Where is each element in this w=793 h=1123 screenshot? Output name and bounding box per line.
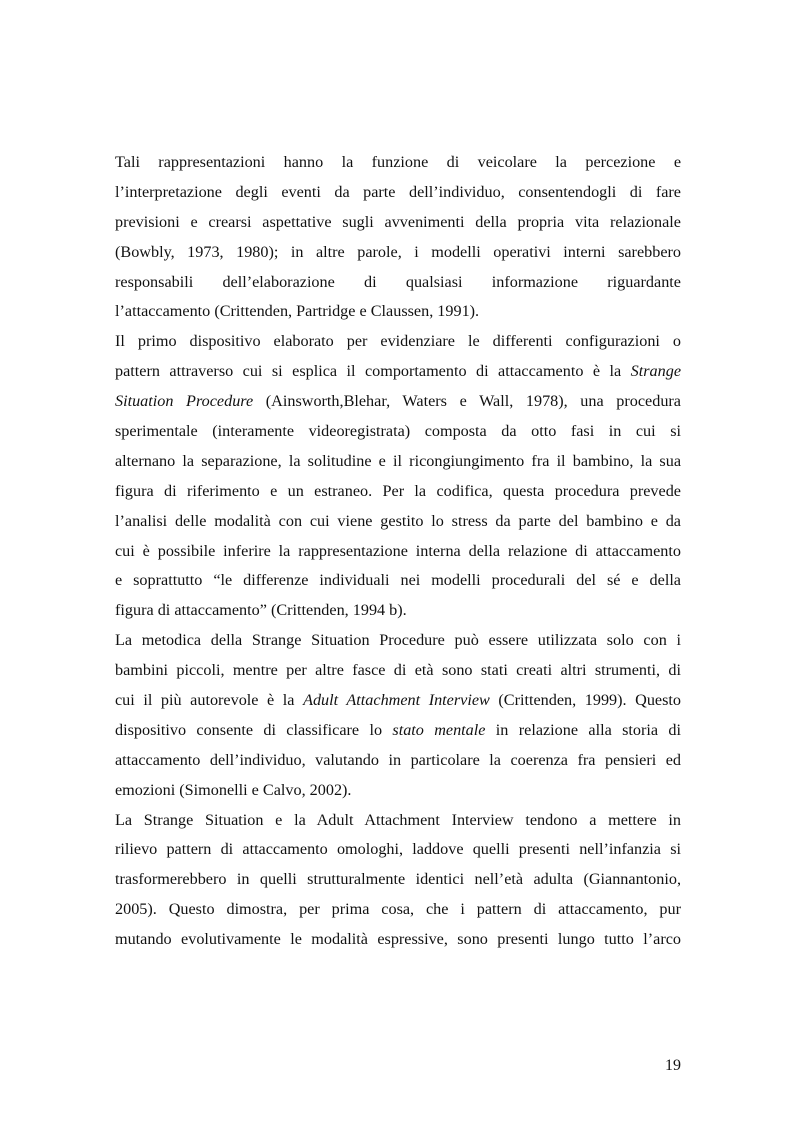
text-line xyxy=(115,417,681,447)
text-segment: rilievo pattern di attaccamento omologhi, laddove quelli presenti nell’infanzia si xyxy=(115,840,681,859)
text-segment: l’analisi delle modalità con cui viene gestito lo stress da parte del bambino e da xyxy=(115,511,681,530)
text-segment: emozioni (Simonelli e Calvo, 2002). xyxy=(115,780,352,799)
text-segment: attaccamento dell’individuo, valutando in particolare la coerenza fra pensieri ed xyxy=(115,750,681,769)
text-line xyxy=(115,268,681,298)
text-segment: (Bowbly, 1973, 1980); in altre parole, i modelli operativi interni sarebbero xyxy=(115,242,681,261)
body-text xyxy=(115,148,681,955)
text-segment: cui il più autorevole è la xyxy=(115,691,304,710)
text-line xyxy=(115,208,681,238)
text-segment: previsioni e crearsi aspettative sugli avvenimenti della propria vita relazionale xyxy=(115,212,681,231)
text-segment: e soprattutto “le differenze individuali nei modelli procedurali del sé e della xyxy=(115,571,681,590)
text-line xyxy=(115,327,681,357)
page-number: 19 xyxy=(665,1057,681,1074)
text-line xyxy=(115,656,681,686)
text-line xyxy=(115,507,681,537)
italic-text: Adult Attachment Interview xyxy=(303,691,490,710)
text-line xyxy=(115,686,681,716)
paragraph xyxy=(115,806,681,955)
text-line xyxy=(115,566,681,596)
text-segment: figura di riferimento e un estraneo. Per la codifica, questa procedura prevede xyxy=(115,481,681,500)
text-line xyxy=(115,806,681,836)
text-segment: l’interpretazione degli eventi da parte dell’individuo, consentendogli di fare xyxy=(115,182,681,201)
text-line xyxy=(115,596,681,626)
text-segment: trasformerebbero in quelli strutturalmente identici nell’età adulta (Giannantonio, xyxy=(115,870,681,889)
text-line xyxy=(115,716,681,746)
text-segment: dispositivo consente di classificare lo xyxy=(115,720,393,739)
text-line xyxy=(115,178,681,208)
text-line xyxy=(115,447,681,477)
text-line xyxy=(115,297,681,327)
text-line xyxy=(115,746,681,776)
text-segment: (Ainsworth,Blehar, Waters e Wall, 1978), una procedura xyxy=(253,392,681,411)
text-line xyxy=(115,925,681,955)
text-segment: l’attaccamento (Crittenden, Partridge e Claussen, 1991). xyxy=(115,302,480,321)
text-line xyxy=(115,865,681,895)
text-segment: bambini piccoli, mentre per altre fasce di età sono stati creati altri strumenti, di xyxy=(115,661,681,680)
text-line xyxy=(115,148,681,178)
text-line xyxy=(115,537,681,567)
text-segment: sperimentale (interamente videoregistrata) composta da otto fasi in cui si xyxy=(115,422,681,441)
italic-text: Strange xyxy=(630,362,681,381)
paragraph xyxy=(115,626,681,805)
text-segment: pattern attraverso cui si esplica il comportamento di attaccamento è la xyxy=(115,362,631,381)
text-segment: alternano la separazione, la solitudine e il ricongiungimento fra il bambino, la sua xyxy=(115,451,681,470)
text-segment: mutando evolutivamente le modalità espressive, sono presenti lungo tutto l’arco xyxy=(115,930,681,949)
text-segment: in relazione alla storia di xyxy=(485,720,682,739)
text-segment: cui è possibile inferire la rappresentazione interna della relazione di attaccamento xyxy=(115,541,681,560)
text-segment: 2005). Questo dimostra, per prima cosa, che i pattern di attaccamento, pur xyxy=(115,900,681,919)
text-line xyxy=(115,776,681,806)
text-line xyxy=(115,835,681,865)
text-segment: La metodica della Strange Situation Procedure può essere utilizzata solo con i xyxy=(115,631,681,650)
italic-text: Situation Procedure xyxy=(115,392,254,411)
text-line xyxy=(115,387,681,417)
text-segment: Tali rappresentazioni hanno la funzione di veicolare la percezione e xyxy=(115,153,681,171)
text-segment: La Strange Situation e la Adult Attachment Interview tendono a mettere in xyxy=(115,810,681,829)
text-line xyxy=(115,238,681,268)
text-segment: (Crittenden, 1999). Questo xyxy=(489,691,681,710)
text-line xyxy=(115,357,681,387)
italic-text: stato mentale xyxy=(392,720,486,739)
text-line xyxy=(115,895,681,925)
text-segment: figura di attaccamento” (Crittenden, 1994 b). xyxy=(115,601,407,620)
text-line xyxy=(115,477,681,507)
text-segment: Il primo dispositivo elaborato per evidenziare le differenti configurazioni o xyxy=(115,332,681,351)
paragraph xyxy=(115,327,681,626)
text-segment: responsabili dell’elaborazione di qualsiasi informazione riguardante xyxy=(115,272,681,291)
paragraph xyxy=(115,148,681,327)
text-line xyxy=(115,626,681,656)
